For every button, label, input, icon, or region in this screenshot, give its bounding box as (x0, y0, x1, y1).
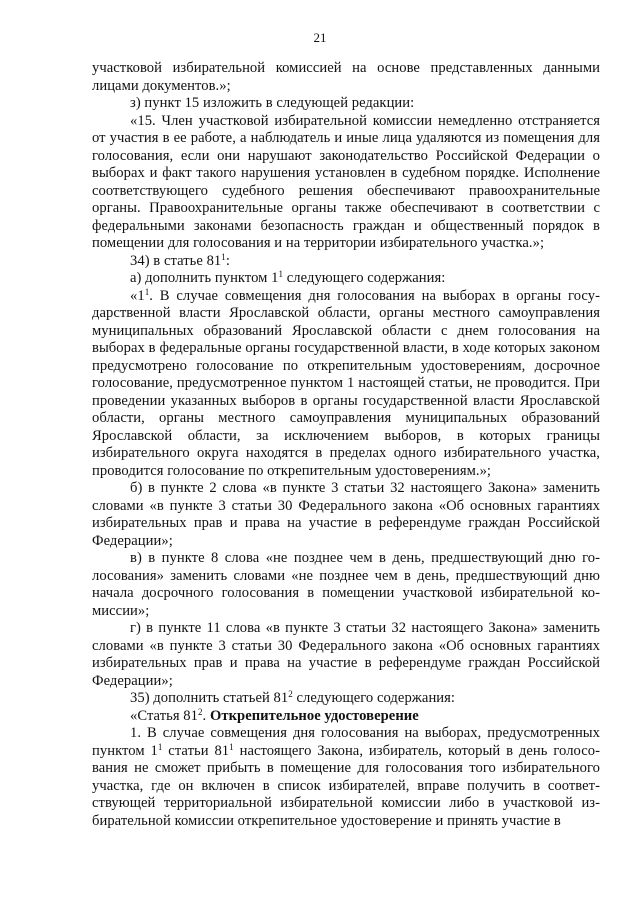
superscript: 1 (278, 269, 284, 279)
text-run: настоящего Закона, избиратель, который в день голосования не сможет прибыть в помещение для голосования того избирательного участка, где он включен в список избирателей, вправе получить в соответствующей территориальной избирательной комиссии либо в участковой избирательной комиссии открепительное удостоверение и принять участие в (92, 742, 600, 829)
superscript: 1 (229, 741, 234, 752)
text-run: «15. Член участковой избирательной комиссии немедленно отстраняется от участия в ее работе, а наблюдатель и иные лица удаляются из помещения для голосования, если они нарушают законодательство Российской Федерации о выборах и факт такого нарушения установлен в судебном порядке. Исполнение соответствующего судебного решения обеспечивают правоохранительные органы. Правоохранительные органы также обеспечивают в соответствии с федеральными законами безопасность граждан и общественный порядок в помещении для голосования и на территории избирательного участка.»; (92, 112, 600, 251)
text-run: г) в пункте 11 слова «в пункте 3 статьи 32 настоящего Закона» заменить словами «в пункте 3 статьи 30 Федерального закона «Об основных гарантиях избирательных прав и права на участие в референдуме граждан Российской Федерации»; (92, 620, 600, 689)
paragraph (92, 113, 600, 253)
text-run: статьи 81 (162, 742, 230, 759)
text-run: в) в пункте 8 слова «не позднее чем в день, предшествующий дню голосования» заменить словами «не позднее чем в день, предшествующий дню начала досрочного голосования в помещении участковой избирательной комиссии»; (92, 550, 600, 619)
superscript: 2 (197, 706, 203, 717)
text-run: «Статья 81 (130, 707, 198, 724)
paragraph (92, 253, 600, 271)
paragraph (92, 288, 600, 481)
superscript: 1 (221, 251, 226, 262)
paragraph (92, 480, 600, 550)
text-run: 1. В случае совмещения дня голосования на выборах, предусмотренных пунктом 1 (92, 725, 600, 759)
paragraph (92, 620, 600, 690)
paragraph (92, 95, 600, 113)
paragraph (92, 550, 600, 620)
paragraph (92, 690, 600, 708)
superscript: 1 (157, 741, 163, 752)
article-title: Открепительное удостоверение (209, 707, 419, 724)
superscript: 2 (288, 689, 293, 699)
text-run: следующего содержания: (283, 270, 446, 286)
paragraph (92, 60, 600, 95)
text-run: а) дополнить пунктом 1 (130, 270, 279, 286)
document-text (92, 60, 600, 830)
page-number: 21 (313, 30, 327, 45)
text-run: 34) в статье 81 (130, 252, 222, 269)
text-run: . (202, 707, 210, 724)
text-run: б) в пункте 2 слова «в пункте 3 статьи 32 настоящего Закона» заменить словами «в пункте 3 статьи 30 Федерального закона «Об основных гарантиях избирательных прав и права на участие в референдуме граждан Российской Федерации»; (92, 480, 600, 549)
paragraph (92, 270, 600, 288)
text-run: . В случае совмещения дня голосования на выборах в органы государственной власти Ярославской области, органы местного самоуправления муниципальных образований Ярославской области с днем голосования на выборах в федеральные органы государственной власти, в ходе которых законом предусмотрено голосование по открепительным удостоверениям, досрочное голосование, предусмотренное пунктом 1 настоящей статьи, не проводится. При проведении указанных выборов в органы государственной власти Ярославской области, органы местного самоуправления муниципальных образований Ярославской области, за исключением выборов, в которых границы избирательного округа находятся в пределах одного избирательного участка, проводится голосование по открепительным удостоверениям.»; (92, 287, 600, 479)
text-run: 35) дополнить статьей 81 (130, 690, 289, 706)
text-run: следующего содержания: (292, 690, 456, 706)
paragraph (92, 725, 600, 830)
text-run: «1 (130, 287, 145, 304)
text-run: участковой избирательной комиссией на основе представленных данными лицами документов.»; (92, 60, 600, 94)
text-run: : (225, 252, 230, 269)
article-heading (92, 708, 600, 726)
text-run: з) пункт 15 изложить в следующей редакции: (130, 95, 415, 111)
superscript: 1 (144, 286, 150, 297)
